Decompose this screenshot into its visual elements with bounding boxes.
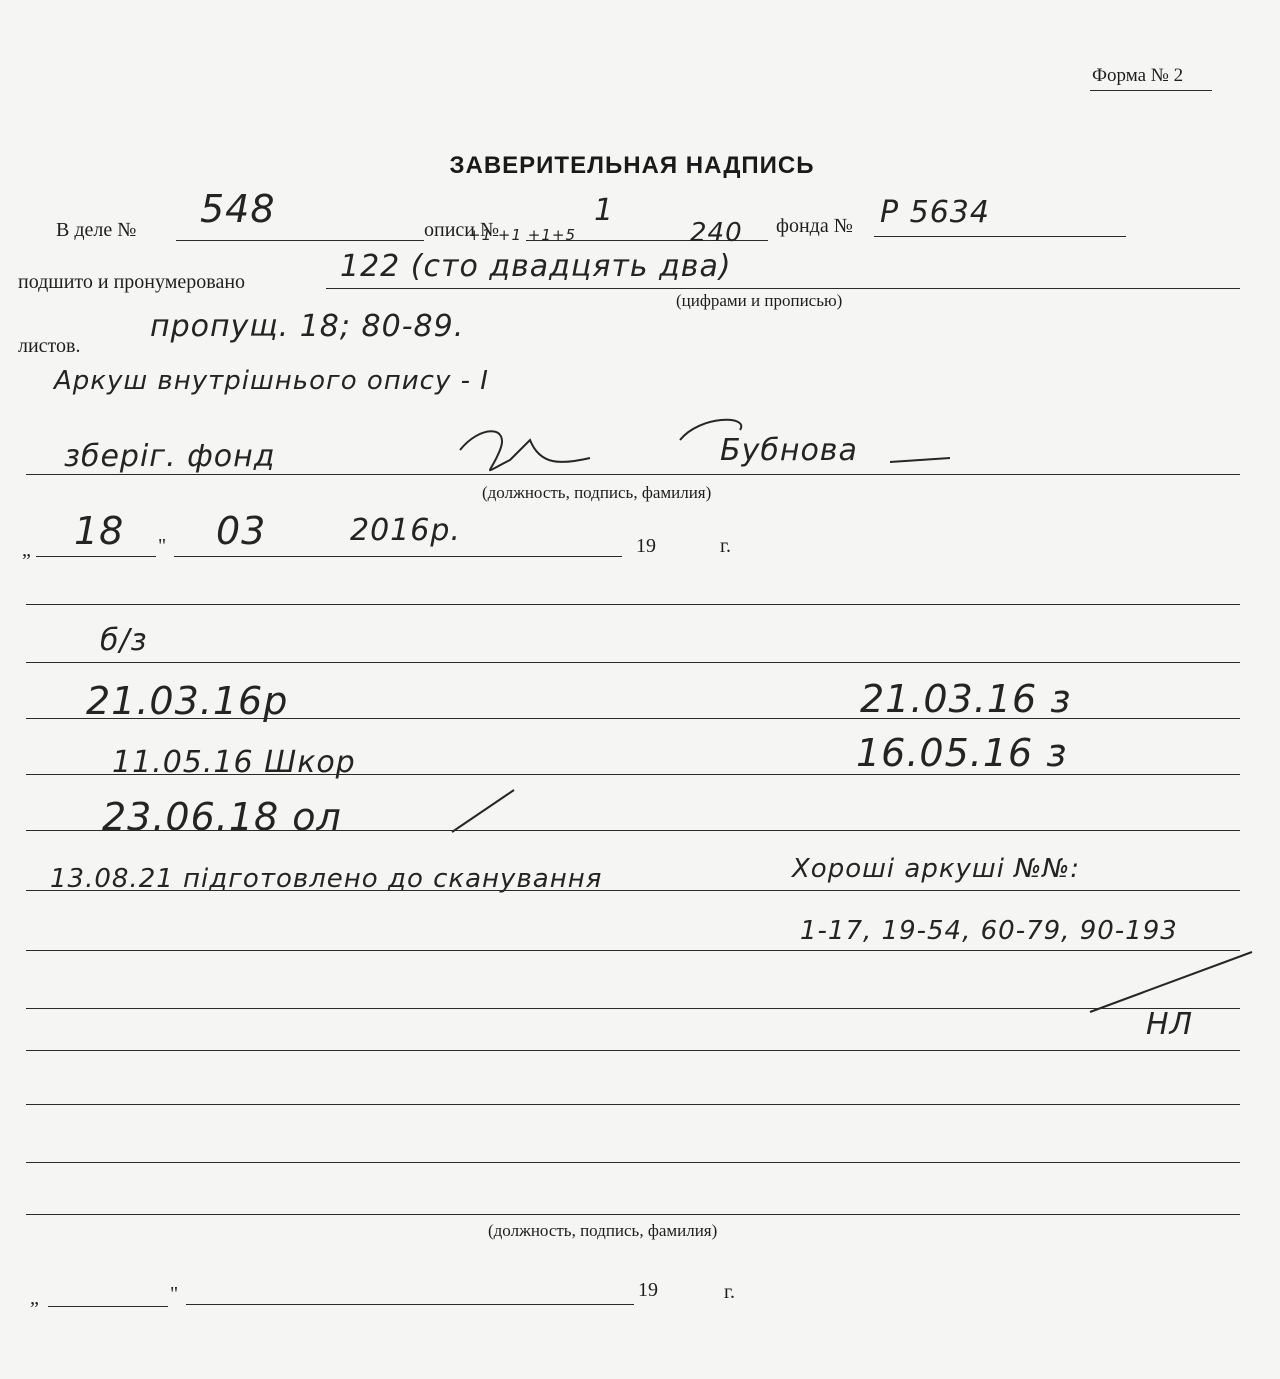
stroke-mark (440, 780, 530, 840)
year-suffix-label: г. (720, 535, 731, 557)
date-close-quote: " (158, 535, 167, 557)
form-number-underline (1090, 90, 1212, 91)
entry-1-right: 21.03.16 з (860, 677, 1072, 721)
entry-3-left: 23.06.18 ол (102, 795, 342, 839)
inventory-label: описи № (424, 219, 500, 241)
page-title: ЗАВЕРИТЕЛЬНАЯ НАДПИСЬ (449, 152, 815, 179)
ruled-line-3 (26, 718, 1240, 719)
sheets-count-value: 122 (сто двадцять два) (340, 249, 732, 284)
year-prefix-label: 19 (636, 535, 656, 557)
ruled-line-8 (26, 1008, 1240, 1009)
bottom-year-suffix-label: г. (724, 1281, 735, 1303)
sheets-label: листов. (18, 335, 81, 357)
ruled-line-5 (26, 830, 1240, 831)
surname-flourish (660, 410, 960, 470)
digits-hint: (цифрами и прописью) (676, 291, 843, 310)
month-year-line (174, 556, 622, 557)
bottom-date-close-quote: " (170, 1283, 179, 1305)
ruled-line-1 (26, 604, 1240, 605)
entry-5-right: 1-17, 19-54, 60-79, 90-193 (800, 916, 1178, 946)
year-value: 2016р. (350, 513, 461, 548)
bottom-date-open-quote: „ (30, 1287, 39, 1309)
bottom-day-line (48, 1306, 168, 1307)
case-label: В деле № (56, 219, 137, 241)
entry-2-right: 16.05.16 з (856, 731, 1068, 775)
day-line (36, 556, 156, 557)
position-value: зберіг. фонд (64, 439, 276, 474)
day-value: 18 (74, 509, 125, 553)
fund-label: фонда № (776, 215, 853, 237)
missing-sheets-note: пропущ. 18; 80-89. (150, 309, 465, 344)
ruled-line-4 (26, 774, 1240, 775)
ruled-line-9 (26, 1050, 1240, 1051)
inventory-number-value: 1 (594, 193, 615, 228)
case-number-line (176, 240, 424, 241)
entry-1-left: 21.03.16р (86, 679, 289, 723)
ruled-line-11 (26, 1162, 1240, 1163)
ruled-line-10 (26, 1104, 1240, 1105)
fund-number-line (874, 236, 1126, 237)
ruled-line-2 (26, 662, 1240, 663)
bottom-year-prefix-label: 19 (638, 1279, 658, 1301)
sheets-superscript-value: +1 +1 +1+5 (468, 226, 576, 244)
date-open-quote: „ (22, 539, 31, 561)
fund-number-value: Р 5634 (880, 195, 990, 230)
entry-4-left: 13.08.21 підготовлено до сканування (50, 864, 603, 894)
entry-6-right: НЛ (1146, 1007, 1194, 1042)
month-value: 03 (216, 509, 267, 553)
case-number-value: 548 (200, 187, 276, 231)
ruled-line-6 (26, 890, 1240, 891)
sewn-label: подшито и пронумеровано (18, 271, 246, 293)
position-hint-2: (должность, подпись, фамилия) (488, 1221, 718, 1240)
signature-mark (450, 420, 600, 480)
position-hint: (должность, подпись, фамилия) (482, 483, 712, 502)
note-1-value: б/з (100, 623, 148, 658)
bottom-month-year-line (186, 1304, 634, 1305)
ruled-line-7 (26, 950, 1240, 951)
entry-2-left: 11.05.16 Шкор (112, 745, 356, 780)
internal-inventory-note: Аркуш внутрішнього опису - І (54, 366, 489, 396)
sheets-count-line (326, 288, 1240, 289)
ruled-line-12 (26, 1214, 1240, 1215)
entry-4-right: Хороші аркуші №№: (792, 854, 1081, 884)
inventory-note-value: 240 (690, 218, 743, 248)
position-signature-line (26, 474, 1240, 475)
surname-value: Бубнова (720, 433, 858, 468)
form-number-label: Форма № 2 (1092, 65, 1184, 86)
